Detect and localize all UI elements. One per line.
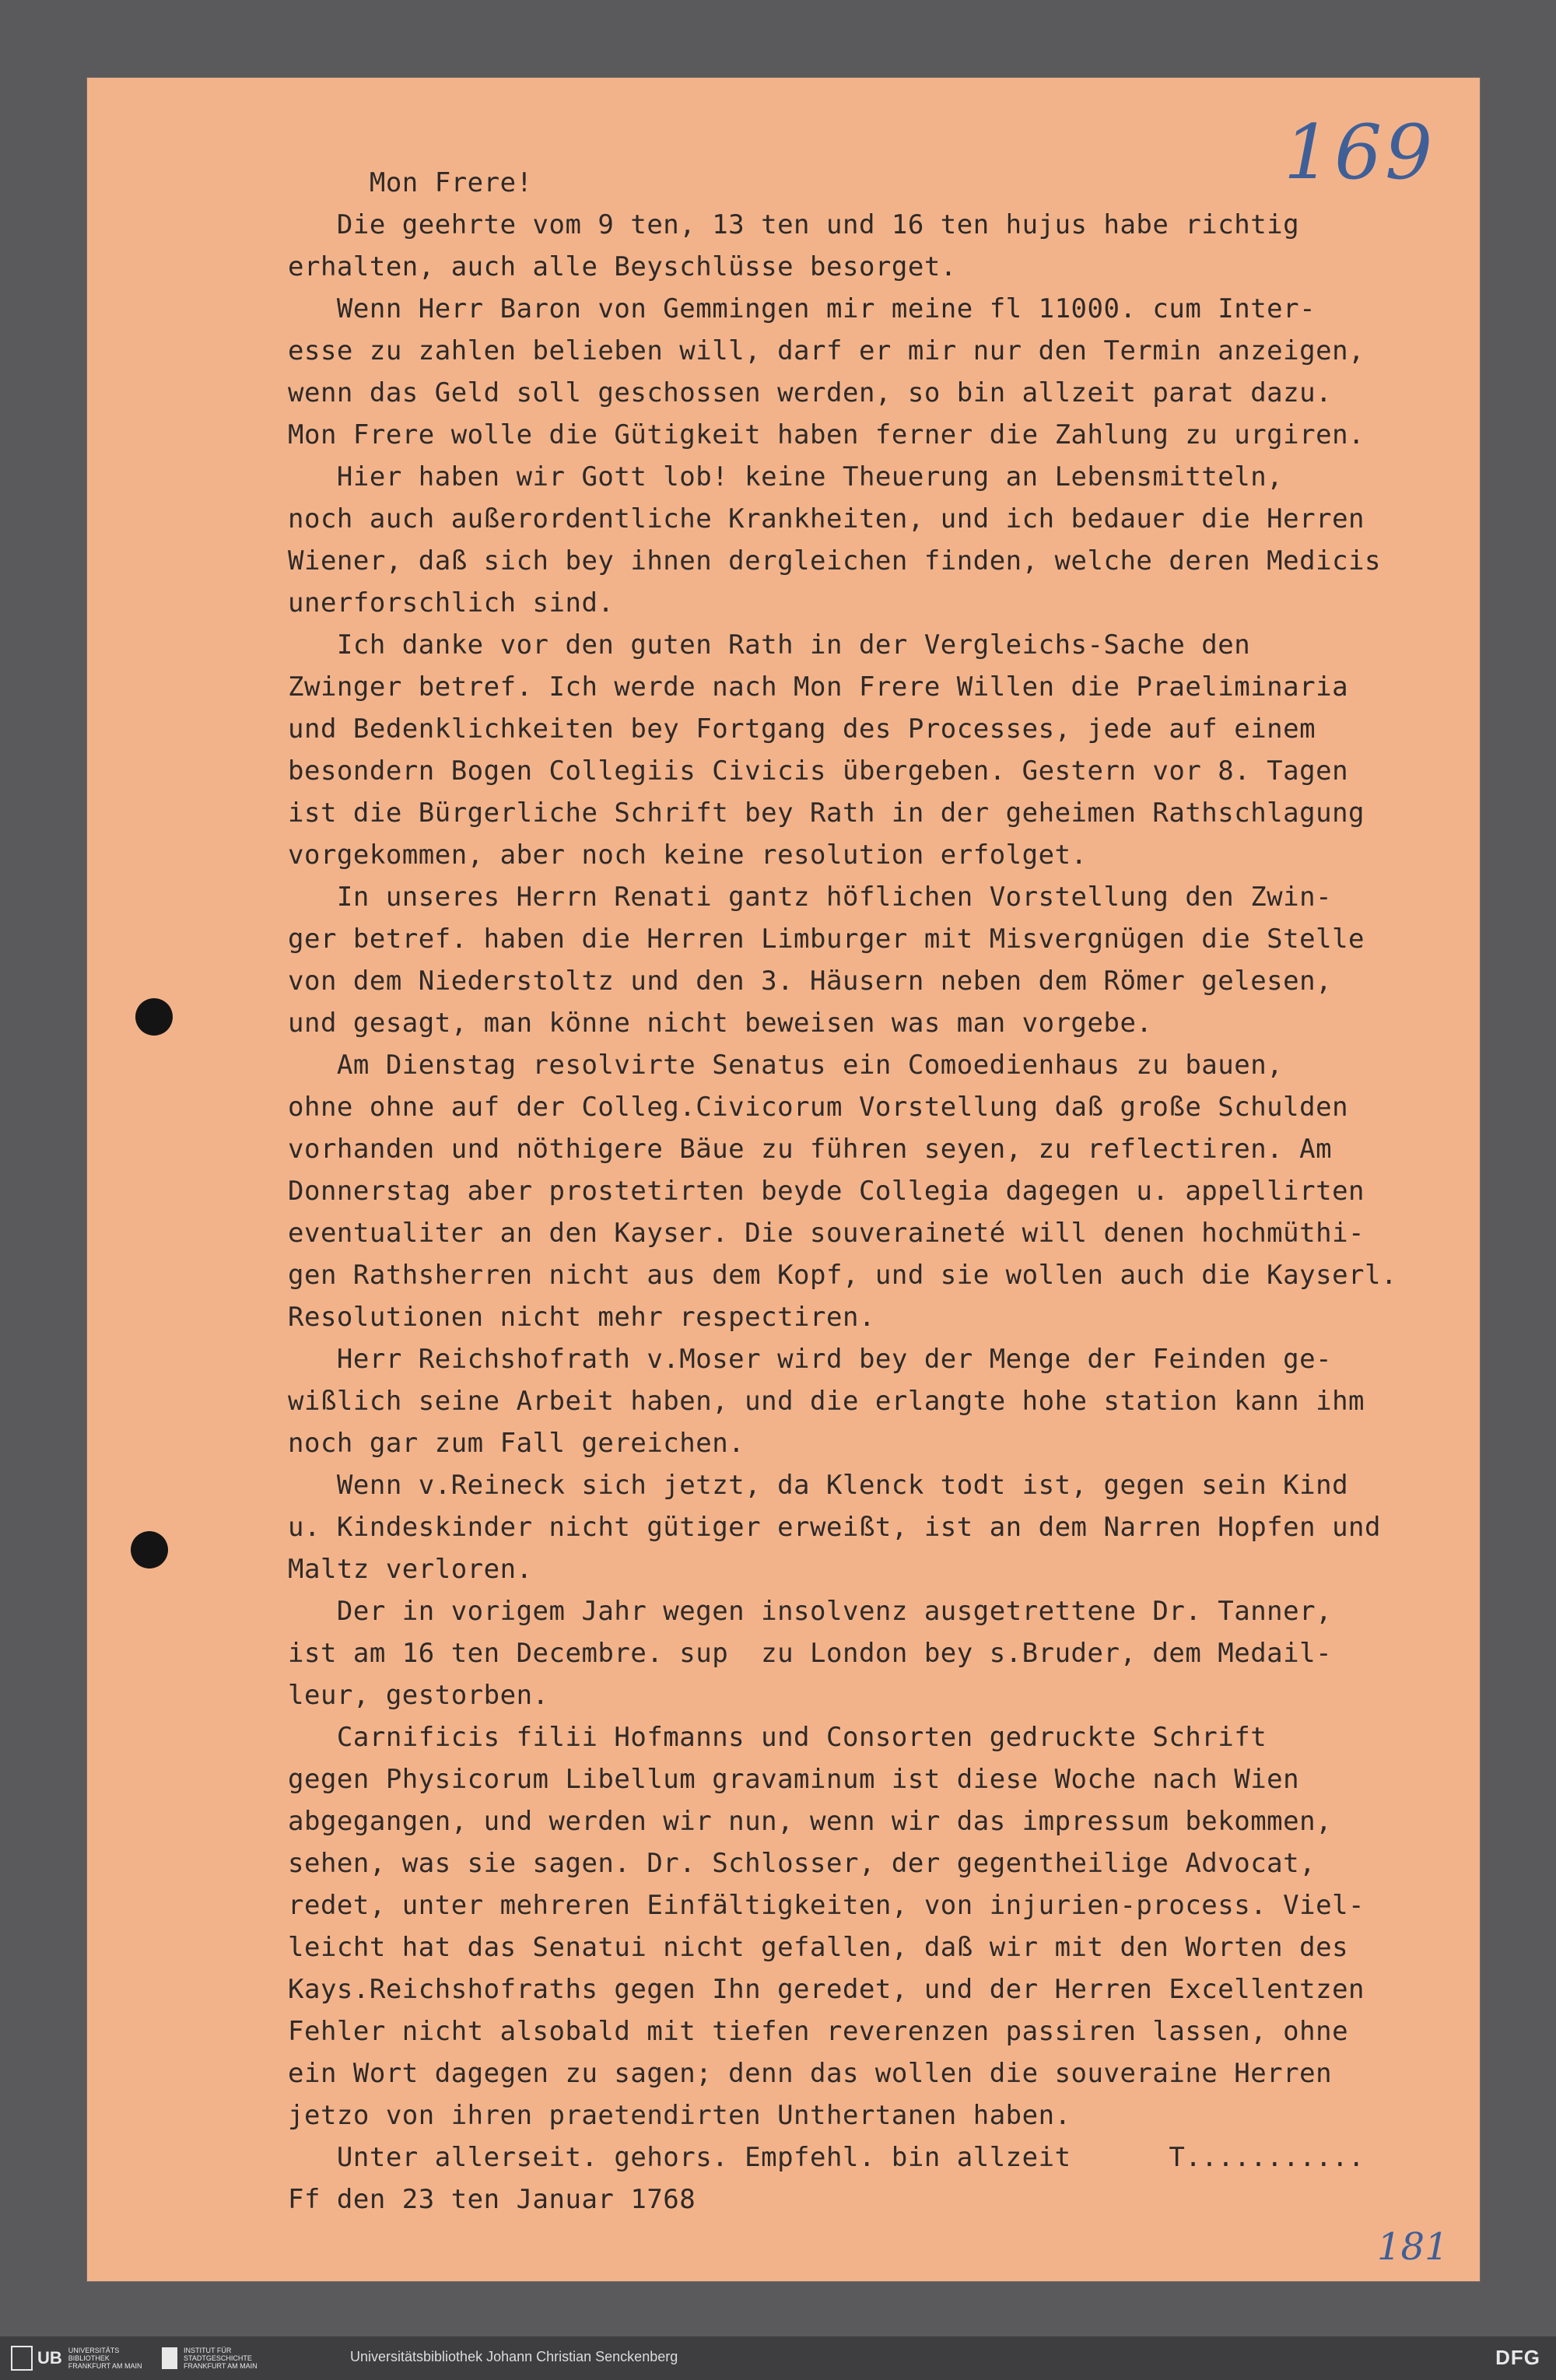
letter-line: Wenn Herr Baron von Gemmingen mir meine fl 11000. cum Inter- (288, 293, 1316, 324)
letter-line: wenn das Geld soll geschossen werden, so bin allzeit parat dazu. (288, 377, 1333, 408)
handwritten-page-number: 169 (1284, 109, 1436, 196)
ub-logo-icon (11, 2346, 33, 2371)
letter-body (288, 162, 1486, 2221)
letter-line: Fehler nicht alsobald mit tiefen reverenzen passiren lassen, ohne (288, 2016, 1349, 2047)
letter-line: Ich danke vor den guten Rath in der Vergleichs-Sache den (288, 629, 1251, 661)
letter-line: vorgekommen, aber noch keine resolution erfolget. (288, 839, 1088, 871)
letter-line: Ff den 23 ten Januar 1768 (288, 2184, 696, 2215)
punch-hole-bottom (131, 1531, 168, 1569)
footer-bar (0, 2336, 1556, 2380)
letter-line: esse zu zahlen belieben will, darf er mir nur den Termin anzeigen, (288, 335, 1365, 366)
ifs-name: INSTITUT FÜR STADTGESCHICHTE FRANKFURT AM MAIN (184, 2347, 258, 2370)
letter-line: und Bedenklichkeiten bey Fortgang des Processes, jede auf einem (288, 713, 1316, 745)
letter-line: leicht hat das Senatui nicht gefallen, daß wir mit den Worten des (288, 1932, 1349, 1963)
letter-line: Kays.Reichshofraths gegen Ihn geredet, und der Herren Excellentzen (288, 1974, 1365, 2005)
letter-line: Die geehrte vom 9 ten, 13 ten und 16 ten hujus habe richtig (288, 209, 1300, 240)
letter-line: gegen Physicorum Libellum gravaminum ist diese Woche nach Wien (288, 1764, 1300, 1795)
letter-line: gen Rathsherren nicht aus dem Kopf, und sie wollen auch die Kayserl. (288, 1260, 1397, 1291)
letter-line: erhalten, auch alle Beyschlüsse besorget. (288, 251, 957, 282)
letter-line: jetzo von ihren praetendirten Unthertanen haben. (288, 2100, 1071, 2131)
letter-line: unerforschlich sind. (288, 587, 615, 619)
punch-hole-top (135, 998, 173, 1036)
letter-line: ist am 16 ten Decembre. sup zu London bey s.Bruder, dem Medail- (288, 1638, 1333, 1669)
letter-line: eventualiter an den Kayser. Die souveraineté will denen hochmüthi- (288, 1218, 1365, 1249)
letter-line: und gesagt, man könne nicht beweisen was man vorgebe. (288, 1008, 1153, 1039)
letter-line: Am Dienstag resolvirte Senatus ein Comoedienhaus zu bauen, (288, 1050, 1284, 1081)
letter-line: vorhanden und nöthigere Bäue zu führen seyen, zu reflectiren. Am (288, 1134, 1333, 1165)
ub-logo[interactable] (11, 2343, 142, 2374)
letter-line: Maltz verloren. (288, 1554, 533, 1585)
letter-line: Unter allerseit. gehors. Empfehl. bin allzeit T........... (288, 2142, 1365, 2173)
letter-line: Wenn v.Reineck sich jetzt, da Klenck todt ist, gegen sein Kind (288, 1470, 1349, 1501)
letter-line: noch auch außerordentliche Krankheiten, und ich bedauer die Herren (288, 503, 1365, 535)
letter-line: ein Wort dagegen zu sagen; denn das wollen die souveraine Herren (288, 2058, 1333, 2089)
letter-line: Wiener, daß sich bey ihnen dergleichen finden, welche deren Medicis (288, 545, 1381, 577)
letter-line: Herr Reichshofrath v.Moser wird bey der Menge der Feinden ge- (288, 1344, 1333, 1375)
letter-line: Carnificis filii Hofmanns und Consorten gedruckte Schrift (288, 1722, 1267, 1753)
letter-line: abgegangen, und werden wir nun, wenn wir das impressum bekommen, (288, 1806, 1333, 1837)
letter-line: von dem Niederstoltz und den 3. Häusern neben dem Römer gelesen, (288, 966, 1333, 997)
letter-line: Resolutionen nicht mehr respectiren. (288, 1302, 875, 1333)
letter-line: Zwinger betref. Ich werde nach Mon Frere Willen die Praeliminaria (288, 671, 1349, 703)
letter-line: Mon Frere wolle die Gütigkeit haben ferner die Zahlung zu urgiren. (288, 419, 1365, 450)
letter-line: besondern Bogen Collegiis Civicis übergeben. Gestern vor 8. Tagen (288, 755, 1349, 787)
letter-line: redet, unter mehreren Einfältigkeiten, von injurien-process. Viel- (288, 1890, 1365, 1921)
letter-line: wißlich seine Arbeit haben, und die erlangte hohe station kann ihm (288, 1386, 1365, 1417)
letter-line: Hier haben wir Gott lob! keine Theuerung an Lebensmitteln, (288, 461, 1284, 492)
letter-line: Donnerstag aber prostetirten beyde Collegia dagegen u. appellirten (288, 1176, 1365, 1207)
ub-name: UNIVERSITÄTS BIBLIOTHEK FRANKFURT AM MAIN (68, 2347, 142, 2370)
handwritten-folio-number: 181 (1377, 2225, 1449, 2269)
ifs-logo[interactable] (162, 2343, 258, 2374)
library-name: Universitätsbibliothek Johann Christian Senckenberg (350, 2349, 678, 2364)
letter-line: In unseres Herrn Renati gantz höflichen Vorstellung den Zwin- (288, 882, 1333, 913)
letter-line: u. Kindeskinder nicht gütiger erweißt, ist an dem Narren Hopfen und (288, 1512, 1381, 1543)
dfg-logo[interactable]: DFG (1495, 2346, 1540, 2369)
letter-line: noch gar zum Fall gereichen. (288, 1428, 745, 1459)
ifs-logo-icon (162, 2347, 177, 2369)
letter-line: ohne ohne auf der Colleg.Civicorum Vorstellung daß große Schulden (288, 1092, 1349, 1123)
letter-line: sehen, was sie sagen. Dr. Schlosser, der gegentheilige Advocat, (288, 1848, 1316, 1879)
letter-line: leur, gestorben. (288, 1680, 549, 1711)
letter-line: Mon Frere! (288, 167, 533, 198)
ub-abbr: UB (37, 2348, 62, 2368)
letter-line: Der in vorigem Jahr wegen insolvenz ausgetrettene Dr. Tanner, (288, 1596, 1333, 1627)
letter-line: ger betref. haben die Herren Limburger mit Misvergnügen die Stelle (288, 924, 1365, 955)
letter-line: ist die Bürgerliche Schrift bey Rath in der geheimen Rathschlagung (288, 797, 1365, 829)
